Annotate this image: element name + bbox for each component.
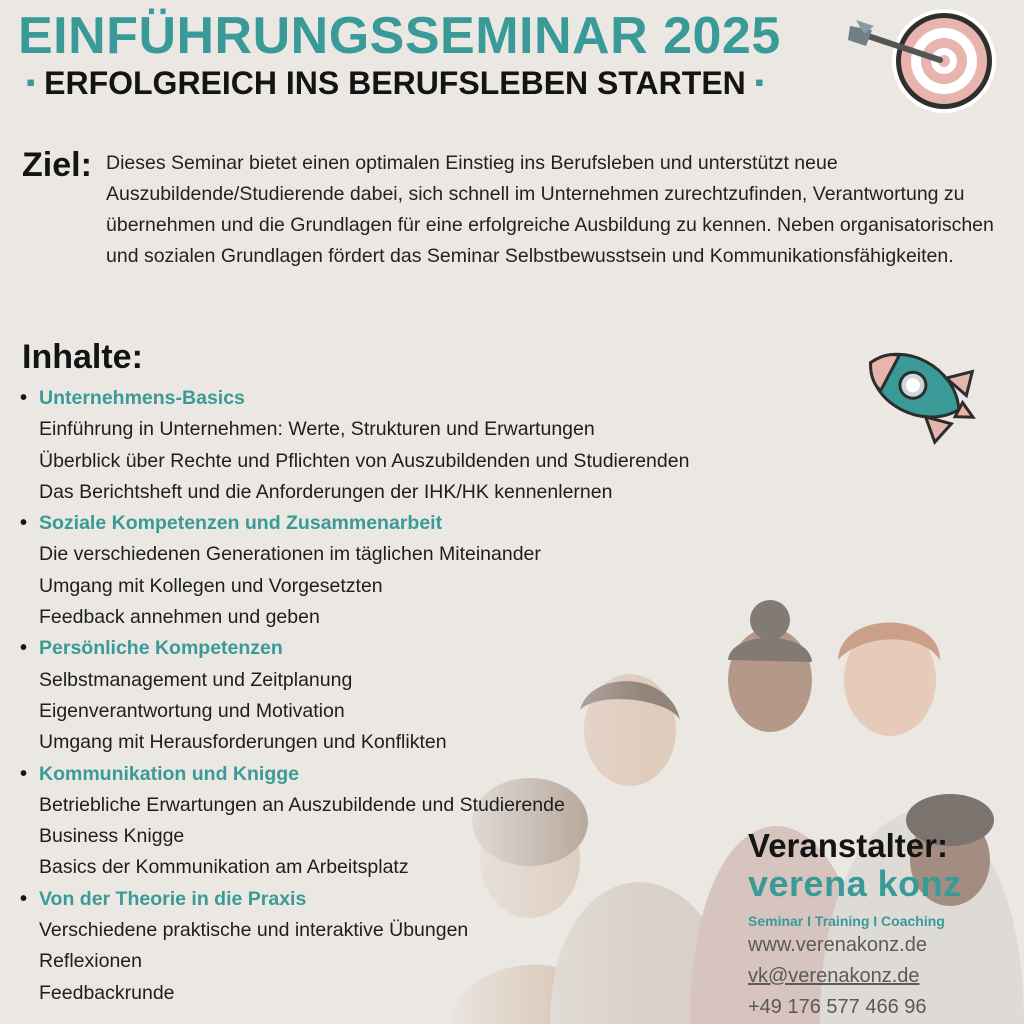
goal-label: Ziel:: [22, 146, 92, 184]
section-title-text: Persönliche Kompetenzen: [39, 637, 283, 660]
organizer-website[interactable]: www.verenakonz.de: [748, 934, 927, 956]
target-arrow-icon: [842, 6, 1002, 116]
list-item: Eigenverantwortung und Motivation: [39, 699, 345, 722]
list-item: Umgang mit Kollegen und Vorgesetzten: [39, 574, 383, 597]
bullet-icon: •: [20, 887, 28, 910]
organizer-tagline: Seminar I Training I Coaching: [748, 913, 945, 929]
subtitle-dot-left: ▪: [26, 67, 36, 97]
bullet-icon: •: [20, 512, 28, 535]
organizer-block: [748, 826, 962, 1023]
section-title-text: Kommunikation und Knigge: [39, 762, 299, 785]
subtitle-text: ERFOLGREICH INS BERUFSLEBEN STARTEN: [44, 65, 746, 101]
list-item: Feedback annehmen und geben: [39, 606, 320, 629]
list-item: Einführung in Unternehmen: Werte, Strukturen und Erwartungen: [39, 418, 595, 441]
list-item: Umgang mit Herausforderungen und Konflikten: [39, 731, 447, 754]
contents-heading: Inhalte:: [22, 338, 143, 376]
list-item: Selbstmanagement und Zeitplanung: [39, 668, 353, 691]
organizer-label: Veranstalter:: [748, 827, 948, 864]
section-title: [18, 633, 778, 664]
bullet-icon: •: [20, 637, 28, 660]
section-title: [18, 383, 778, 414]
section-title-text: Unternehmens-Basics: [39, 387, 245, 409]
subtitle-dot-right: ▪: [754, 67, 764, 97]
section-title: [18, 759, 778, 790]
list-item: Die verschiedenen Generationen im täglichen Miteinander: [39, 543, 541, 566]
page-subtitle: [26, 62, 764, 103]
contents-list: [18, 383, 778, 1009]
list-item: Überblick über Rechte und Pflichten von Auszubildenden und Studierenden: [39, 449, 690, 472]
page-title: EINFÜHRUNGSSEMINAR 2025: [18, 7, 781, 65]
list-item: Feedbackrunde: [39, 981, 175, 1004]
bullet-icon: •: [20, 387, 28, 409]
list-item: Reflexionen: [39, 950, 142, 973]
organizer-phone[interactable]: +49 176 577 466 96: [748, 996, 927, 1018]
list-item: Betriebliche Erwartungen an Auszubildende und Studierende: [39, 793, 565, 816]
list-item: Basics der Kommunikation am Arbeitsplatz: [39, 856, 409, 879]
goal-text: Dieses Seminar bietet einen optimalen Einstieg ins Berufsleben und unterstützt neue Auszubildende/Studierende dabei, sich schnell im Unternehmen zurechtzufinden, Verantwortung zu übernehmen und die Grundlagen für eine erfolgreiche Ausbildung zu kennen. Neben organisatorischen und sozialen Grundlagen fördert das Seminar Selbstbewusstsein und Kommunikationsfähigkeiten.: [106, 152, 994, 267]
bullet-icon: •: [20, 762, 28, 785]
list-item: Business Knigge: [39, 825, 185, 848]
section-title-text: Soziale Kompetenzen und Zusammenarbeit: [39, 512, 443, 535]
organizer-email[interactable]: vk@verenakonz.de: [748, 965, 920, 987]
organizer-name: verena konz: [748, 863, 962, 904]
section-title: [18, 884, 778, 915]
list-item: Verschiedene praktische und interaktive Übungen: [39, 919, 469, 942]
rocket-icon: [852, 333, 988, 445]
section-title-text: Von der Theorie in die Praxis: [39, 887, 307, 910]
list-item: Das Berichtsheft und die Anforderungen der IHK/HK kennenlernen: [39, 480, 613, 503]
section-title: [18, 508, 778, 539]
